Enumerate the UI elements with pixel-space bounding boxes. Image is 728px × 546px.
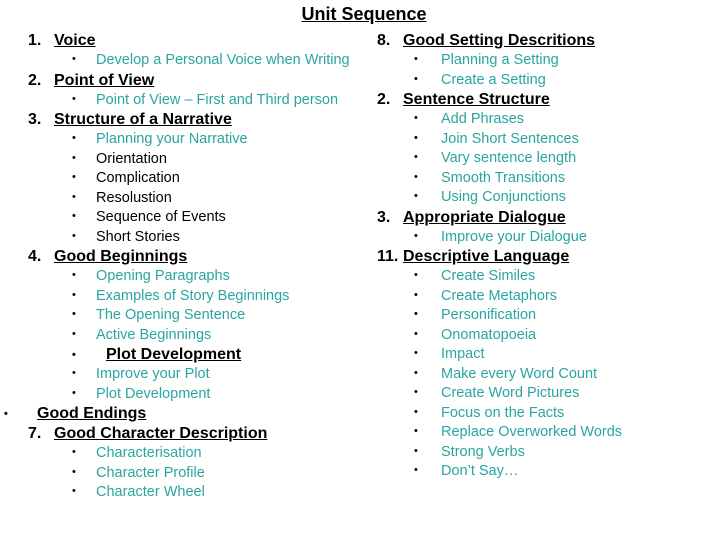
bullet-icon: • [414,112,418,124]
bullet-icon: • [72,386,76,399]
bullet-icon: • [414,72,418,85]
unit-heading-good-beginnings [28,248,378,268]
subtopic-replace-overworked-words [377,424,722,444]
subtopic-label: Create Metaphors [441,287,558,304]
bullet-icon: • [72,269,76,281]
unit-heading-label: Plot Development [106,346,242,363]
bullet-icon: • [72,92,76,105]
subtopic-label: Strong Verbs [441,443,525,460]
subtopic-develop-a-personal-voice-when-writing [28,52,378,72]
unit-heading-label: Voice [54,32,96,49]
bullet-icon: • [414,444,418,457]
unit-heading-label: Point of View [54,71,155,89]
bullet-icon: • [414,151,418,163]
bullet-icon: • [414,190,418,202]
bullet-icon: • [72,151,76,164]
subtopic-examples-of-story-beginnings [28,288,378,308]
unit-heading-label: Sentence Structure [403,91,550,108]
subtopic-resolustion [28,190,378,210]
unit-heading-label: Good Endings [37,405,147,422]
unit-heading-label: Appropriate Dialogue [403,208,566,226]
subtopic-label: Onomatopoeia [441,326,537,343]
subtopic-label: Examples of Story Beginnings [96,287,290,304]
subtopic-character-profile [28,465,378,485]
subtopic-strong-verbs [377,444,722,464]
bullet-icon: • [414,327,418,340]
unit-heading-label: Descriptive Language [403,248,570,265]
subtopic-label: Complication [96,170,180,186]
bullet-icon: • [4,408,8,420]
bullet-icon: • [72,465,76,478]
subtopic-label: Replace Overworked Words [441,424,623,440]
subtopic-using-conjunctions [377,189,722,209]
subtopic-create-word-pictures [377,385,722,405]
subtopic-label: Sequence of Events [96,209,226,225]
subtopic-label: Create a Setting [441,71,546,88]
bullet-icon: • [414,347,418,359]
subtopic-label: Orientation [96,150,167,167]
subtopic-label: Develop a Personal Voice when Writing [96,52,350,68]
subtopic-label: Character Wheel [96,484,205,500]
subtopic-characterisation [28,445,378,465]
bullet-icon: • [414,229,418,242]
subtopic-label: Add Phrases [441,111,525,127]
bullet-icon: • [72,308,76,320]
subtopic-label: Improve your Dialogue [441,228,587,245]
subtopic-label: Impact [441,346,485,362]
subtopic-label: The Opening Sentence [96,307,246,323]
bullet-icon: • [414,405,418,418]
unit-heading-label: Good Beginnings [54,248,188,265]
unit-number: 3. [28,111,42,128]
subtopic-planning-a-setting [377,52,722,72]
bullet-icon: • [72,132,76,144]
subtopic-create-similes [377,268,722,288]
subtopic-label: Active Beginnings [96,326,212,343]
unit-heading-point-of-view [28,72,378,92]
bullet-icon: • [414,170,418,183]
unit-heading-label: Good Setting Descritions [403,32,596,49]
unit-heading-structure-of-a-narrative [28,111,378,131]
bullet-icon: • [72,210,76,222]
subtopic-character-wheel [28,484,378,504]
bullet-icon: • [414,425,418,437]
subtopic-label: Characterisation [96,445,202,461]
unit-number: 1. [28,32,42,49]
subtopic-vary-sentence-length [377,150,722,170]
unit-heading-appropriate-dialogue [377,209,722,229]
unit-heading-descriptive-language [377,248,722,268]
unit-heading-label: Structure of a Narrative [54,111,232,128]
unit-heading-good-character-description [28,425,378,445]
subtopic-smooth-transitions [377,170,722,190]
unit-number: 2. [28,71,42,89]
subtopic-label: Character Profile [96,464,205,481]
bullet-icon: • [72,229,76,242]
subtopic-orientation [28,151,378,171]
page-title: Unit Sequence [301,4,427,24]
bullet-icon: • [414,269,418,281]
subtopic-label: Create Word Pictures [441,385,580,401]
subtopic-onomatopoeia [377,327,722,347]
subtopic-short-stories [28,229,378,249]
subtopic-label: Smooth Transitions [441,169,566,186]
unit-heading-good-endings [0,405,350,425]
subtopic-planning-your-narrative [28,131,378,151]
subtopic-label: Create Similes [441,268,536,284]
subtopic-point-of-view-first-and-third-person [28,92,378,112]
bullet-icon: • [72,367,76,379]
bullet-icon: • [414,131,418,144]
right-column [377,32,722,483]
bullet-icon: • [414,308,418,320]
left-column [4,32,378,504]
subtopic-label: Resolustion [96,189,172,206]
subtopic-label: Point of View – First and Third person [96,91,339,108]
subtopic-create-metaphors [377,288,722,308]
subtopic-improve-your-plot [28,366,378,386]
bullet-icon: • [72,327,76,340]
subtopic-plot-development [28,386,378,406]
subtopic-label: Using Conjunctions [441,189,566,205]
subtopic-impact [377,346,722,366]
unit-heading-good-setting-descritions [377,32,722,52]
subtopic-label: Planning your Narrative [96,131,248,147]
subtopic-make-every-word-count [377,366,722,386]
subtopic-opening-paragraphs [28,268,378,288]
subtopic-label: Opening Paragraphs [96,268,230,284]
subtopic-label: Don’t Say… [441,463,519,479]
bullet-icon: • [72,171,76,183]
subtopic-don-t-say [377,463,722,483]
unit-number: 8. [377,32,391,49]
bullet-icon: • [72,53,76,65]
subtopic-add-phrases [377,111,722,131]
bullet-icon: • [72,190,76,203]
subtopic-label: Vary sentence length [441,150,577,166]
subtopic-complication [28,170,378,190]
subtopic-label: Focus on the Facts [441,404,565,421]
bullet-icon: • [72,349,76,361]
bullet-icon: • [414,53,418,65]
subtopic-active-beginnings [28,327,378,347]
subtopic-improve-your-dialogue [377,229,722,249]
subtopic-label: Short Stories [96,228,180,245]
unit-number: 3. [377,208,391,226]
unit-heading-plot-development [28,346,378,366]
subtopic-the-opening-sentence [28,307,378,327]
bullet-icon: • [72,446,76,458]
subtopic-label: Improve your Plot [96,366,210,382]
unit-number: 7. [28,425,42,442]
subtopic-label: Personification [441,307,537,323]
unit-heading-label: Good Character Description [54,425,268,442]
bullet-icon: • [414,386,418,398]
unit-heading-voice [28,32,378,52]
unit-number: 2. [377,91,391,108]
bullet-icon: • [414,288,418,301]
subtopic-label: Join Short Sentences [441,130,579,147]
bullet-icon: • [72,485,76,497]
subtopic-focus-on-the-facts [377,405,722,425]
subtopic-label: Planning a Setting [441,52,559,68]
bullet-icon: • [72,288,76,301]
subtopic-personification [377,307,722,327]
unit-number: 4. [28,248,42,265]
subtopic-sequence-of-events [28,209,378,229]
unit-heading-sentence-structure [377,91,722,111]
subtopic-label: Plot Development [96,385,211,402]
unit-number: 11. [377,248,399,265]
subtopic-join-short-sentences [377,131,722,151]
subtopic-create-a-setting [377,72,722,92]
subtopic-label: Make every Word Count [441,365,598,382]
bullet-icon: • [414,464,418,476]
bullet-icon: • [414,366,418,379]
